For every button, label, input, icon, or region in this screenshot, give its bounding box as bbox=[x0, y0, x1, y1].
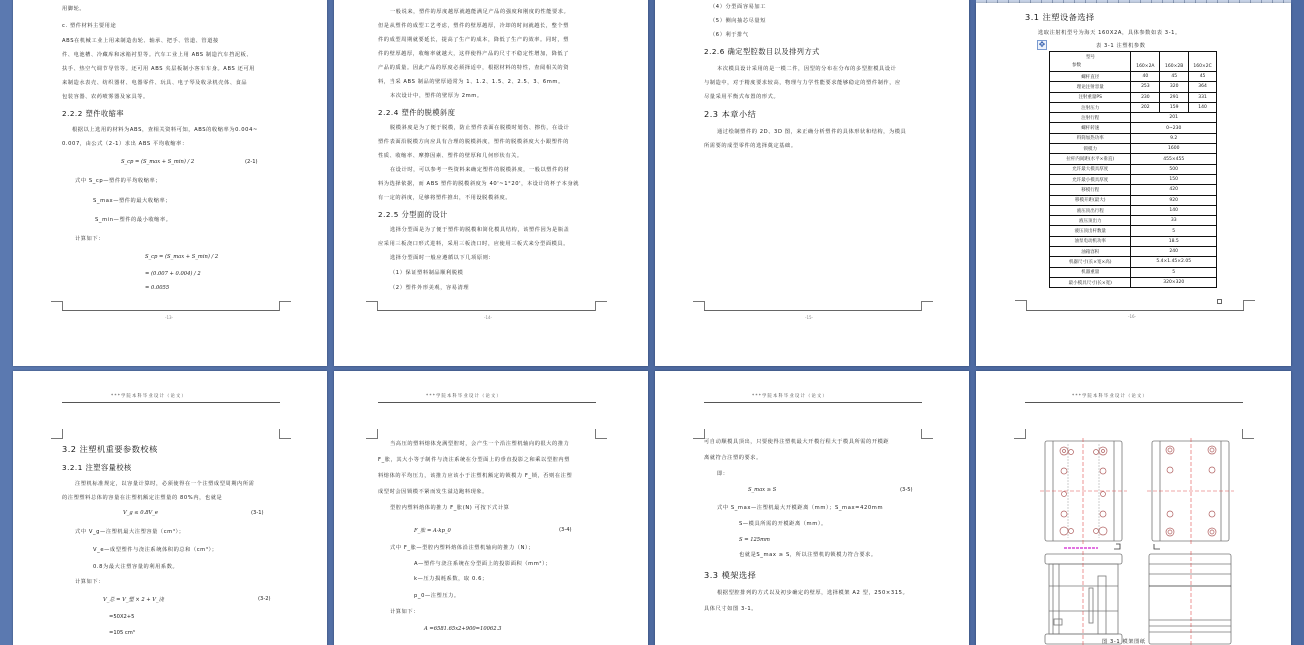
table-move-handle[interactable]: ✥ bbox=[1038, 40, 1046, 49]
text-line: 本次设计中，塑件的壁厚为 2mm。 bbox=[390, 93, 483, 99]
table-cell: 锁模力 bbox=[1050, 144, 1131, 154]
footer-line bbox=[1026, 310, 1244, 311]
table-cell: 注射行程 bbox=[1050, 113, 1131, 123]
text-line: 即： bbox=[717, 471, 729, 477]
list-item: （4）分型面容易加工 bbox=[710, 4, 766, 10]
margin-corner bbox=[366, 429, 378, 439]
section-heading: 3.1 注塑设备选择 bbox=[1025, 12, 1095, 22]
table-cell: 料筒加热功率 bbox=[1050, 133, 1131, 143]
text-line: 选取注射机型号为海天 160X2A，具体参数如表 3-1。 bbox=[1038, 30, 1181, 36]
formula: S_max ≥ S bbox=[748, 487, 777, 493]
calc-label: 计算如下： bbox=[75, 579, 104, 585]
margin-corner bbox=[1015, 300, 1027, 310]
section-heading: 2.2.2 塑件收缩率 bbox=[62, 109, 125, 118]
page-number: -15- bbox=[805, 315, 813, 320]
table-cell: 5 bbox=[1131, 226, 1217, 236]
list-item: （1）保证塑料制品顺利脱模 bbox=[390, 270, 464, 276]
table-cell: 机器重量 bbox=[1050, 267, 1131, 277]
document-page-19 bbox=[655, 371, 969, 645]
formula-number: (3-2) bbox=[258, 596, 271, 602]
injection-machine-spec-table bbox=[1049, 51, 1217, 288]
table-cell: 5.4×1.45×2.05 bbox=[1131, 257, 1217, 267]
mold-base-drawing bbox=[1036, 436, 1246, 645]
calc-line: =50X2+5 bbox=[109, 614, 135, 620]
table-caption: 表 3-1 注塑机参数 bbox=[1096, 43, 1146, 49]
table-header-cell: 160×2A bbox=[1131, 52, 1160, 72]
header-line bbox=[378, 402, 596, 403]
section-heading: 2.2.5 分型面的设计 bbox=[378, 210, 448, 219]
text-line: 塑件表面沿脱模方向应具有合理的脱模斜度，塑件的脱模斜度大小跟塑件的 bbox=[378, 139, 569, 145]
table-cell: 9.2 bbox=[1131, 133, 1217, 143]
text-line: 可自动顺模具顶出，只要使得注塑机最大开模行程大于模具所需的开模距 bbox=[704, 439, 890, 445]
document-page-15 bbox=[655, 0, 969, 366]
definition: S_max—塑件的最大收缩率； bbox=[93, 198, 172, 204]
calc-line: A =6581.65x2+900=10062.3 bbox=[424, 626, 502, 632]
margin-corner bbox=[595, 301, 607, 311]
document-page-20 bbox=[976, 371, 1291, 645]
formula: S_cp = (S_max + S_min) / 2 bbox=[121, 159, 195, 165]
table-row bbox=[1050, 123, 1217, 133]
calc-line: S_cp = (S_max + S_min) / 2 bbox=[145, 254, 219, 260]
table-row bbox=[1050, 133, 1217, 143]
table-cell: 18.5 bbox=[1131, 236, 1217, 246]
table-row bbox=[1050, 257, 1217, 267]
text-line: 所需要的成型零件的选择奠定基础。 bbox=[704, 143, 797, 149]
table-row bbox=[1050, 205, 1217, 215]
formula-number: (3-4) bbox=[559, 527, 572, 533]
document-page-16 bbox=[976, 3, 1291, 366]
calc-line: = (0.007 + 0.004) / 2 bbox=[145, 271, 201, 277]
table-cell: 240 bbox=[1131, 247, 1217, 257]
table-cell: 移模开距(最大) bbox=[1050, 195, 1131, 205]
table-row bbox=[1050, 92, 1217, 102]
table-cell: 45 bbox=[1160, 72, 1189, 82]
definition: 式中 V_g—注塑机最大注塑容量（cm³）； bbox=[75, 529, 185, 535]
text-line: ABS在机械工业上用来制造齿轮、轴承、把手、管道、管道接 bbox=[62, 38, 219, 44]
section-heading: 2.2.6 确定型腔数目以及排列方式 bbox=[704, 47, 820, 56]
table-cell: 注射重量PS bbox=[1050, 92, 1131, 102]
margin-corner bbox=[1014, 429, 1026, 439]
text-line: 0.007，由公式（2-1）求出 ABS 平均收缩率： bbox=[62, 141, 188, 147]
header-line bbox=[62, 402, 280, 403]
table-cell: 油泵电动机功率 bbox=[1050, 236, 1131, 246]
text-line: 通过绘制塑件的 2D、3D 图，来正确分析塑件的具体形状和结构，为模具 bbox=[717, 129, 907, 135]
margin-corner bbox=[693, 429, 705, 439]
margin-corner bbox=[1243, 300, 1255, 310]
text-line: 选择分型面时一般应遵循以下几项原则： bbox=[390, 255, 495, 261]
table-cell: 201 bbox=[1131, 113, 1217, 123]
table-cell: 455×455 bbox=[1131, 154, 1217, 164]
formula-number: (3-1) bbox=[251, 510, 264, 516]
list-item: （2）塑件外形美观，容易清理 bbox=[390, 285, 470, 291]
definition: 也就是S_max ≥ S，所以注塑机的锁模力符合要求。 bbox=[739, 552, 877, 558]
table-cell: 允许最小模具厚度 bbox=[1050, 174, 1131, 184]
table-cell: 允许最大模具厚度 bbox=[1050, 164, 1131, 174]
text-line: 用脚轮。 bbox=[62, 6, 86, 12]
table-row bbox=[1050, 216, 1217, 226]
page-header: ***学院本科毕业设计（论文） bbox=[426, 394, 503, 399]
table-row bbox=[1050, 82, 1217, 92]
table-cell: 拉杆内间距(水平×垂直) bbox=[1050, 154, 1131, 164]
definition: S_min—塑件的最小收缩率。 bbox=[95, 217, 172, 223]
definition: p_0—注塑压力。 bbox=[414, 593, 460, 599]
table-cell: 202 bbox=[1131, 102, 1160, 112]
margin-corner bbox=[279, 429, 291, 439]
definition: k—压力损耗系数，取 0.6； bbox=[414, 576, 488, 582]
text-line: 选择分型面是为了便于塑件的脱模和简化模具结构，该塑件因为是瓶盖 bbox=[390, 227, 570, 233]
table-row bbox=[1050, 247, 1217, 257]
section-heading: 2.3 本章小结 bbox=[704, 109, 757, 119]
table-cell: 理论注射容量 bbox=[1050, 82, 1131, 92]
document-page-18 bbox=[334, 371, 648, 645]
table-cell: 45 bbox=[1189, 72, 1217, 82]
definition: 式中 F_胀—型腔内塑料熔体沿注塑机轴向的推力（N）； bbox=[390, 545, 535, 551]
definition: V_e—成型塑件与浇注系统体积的总和（cm³）； bbox=[93, 547, 218, 553]
table-cell: 140 bbox=[1189, 102, 1217, 112]
calc-label: 计算如下： bbox=[390, 609, 419, 615]
section-heading: 3.2 注塑机重要参数校核 bbox=[62, 444, 158, 454]
table-cell: 0~230 bbox=[1131, 123, 1217, 133]
definition: 式中 S_cp—塑件的平均收缩率； bbox=[75, 178, 162, 184]
text-line: 本次模具设计采用的是一模二件，因型的分布在分布的多型腔模具设计 bbox=[717, 66, 897, 72]
text-line: 包装容器、农药喷雾器及家具等。 bbox=[62, 94, 149, 100]
table-row bbox=[1050, 113, 1217, 123]
text-line: 的注塑塑料总体的容量在注塑机额定注塑量的 80%内，也就是 bbox=[62, 495, 223, 501]
text-line: 性质、收缩率、摩擦因素、塑件的壁厚和几何形状有关。 bbox=[378, 153, 523, 159]
text-line: 根据以上选用的材料为ABS，查相关资料可知，ABS的收缩率为0.004~ bbox=[72, 127, 258, 133]
text-line: 件的壁厚越厚，收缩率就越大，这样使得产品的尺寸不稳定性增加，降低了 bbox=[378, 51, 569, 57]
page-header: ***学院本科毕业设计（论文） bbox=[111, 394, 188, 399]
document-page-13 bbox=[13, 0, 327, 366]
table-row bbox=[1050, 195, 1217, 205]
table-row bbox=[1050, 277, 1217, 287]
figure-caption: 图 3-1 模架图纸 bbox=[1102, 639, 1146, 645]
table-header-cell: 160×2B bbox=[1160, 52, 1189, 72]
table-resize-handle[interactable] bbox=[1217, 299, 1222, 304]
table-row bbox=[1050, 164, 1217, 174]
text-line: c. 塑件材料主要用途 bbox=[62, 23, 117, 29]
list-item: （6）利于排气 bbox=[710, 32, 749, 38]
footer-line bbox=[62, 310, 280, 311]
text-line: 与制造中，对于精度要求较高，物理与力学性能要求能够稳定的塑件制作，应 bbox=[704, 80, 901, 86]
definition: S = 125mm bbox=[739, 537, 770, 543]
margin-corner bbox=[51, 429, 63, 439]
footer-line bbox=[377, 310, 596, 311]
table-row bbox=[1050, 144, 1217, 154]
formula-number: (3-5) bbox=[900, 487, 913, 493]
table-cell: 331 bbox=[1189, 92, 1217, 102]
formula-number: (2-1) bbox=[245, 159, 258, 165]
table-cell: 5 bbox=[1131, 267, 1217, 277]
table-cell: 油箱容积 bbox=[1050, 247, 1131, 257]
table-row bbox=[1050, 236, 1217, 246]
definition: 式中 S_max—注塑机最大开模距离（mm）；S_max=420mm bbox=[717, 505, 884, 511]
margin-corner bbox=[595, 429, 607, 439]
text-line: 料熔体的平均压力，该推力应该小于注塑机额定的锁模力 F_锁，否则在注塑 bbox=[378, 473, 573, 479]
margin-corner bbox=[279, 301, 291, 311]
text-line: 具体尺寸如图 3-1。 bbox=[704, 606, 758, 612]
text-line: 离就符合注塑的要求。 bbox=[704, 455, 762, 461]
text-line: 有一定的斜度，足够将塑件推出，不用设脱模斜度。 bbox=[378, 195, 512, 201]
text-line: 成型时会因锁模不紧而发生溢边跑料现象。 bbox=[378, 489, 488, 495]
formula: F_胀 = A·kp_0 bbox=[414, 528, 451, 534]
formula: V_g ≤ 0.8V_e bbox=[123, 510, 158, 516]
text-line: 注塑机标准规定，以容量计算时，必须使得在一个注塑成型周期内所需 bbox=[75, 481, 255, 487]
table-row bbox=[1050, 267, 1217, 277]
table-cell: 320×320 bbox=[1131, 277, 1217, 287]
table-cell: 364 bbox=[1189, 82, 1217, 92]
text-line: 当高压的塑料熔体充满型腔时，会产生一个沿注塑机轴向的很大的推力 bbox=[390, 441, 570, 447]
page-header: ***学院本科毕业设计（论文） bbox=[1072, 394, 1149, 399]
formula: V_总 = V_塑 × 2 + V_浇 bbox=[103, 597, 164, 603]
text-line: F_胀，其大小等于制件与浇注系统在分型面上的垂直投影之和乘以型腔内塑 bbox=[378, 457, 570, 463]
table-cell: 920 bbox=[1131, 195, 1217, 205]
table-cell: 液压顶出杆数量 bbox=[1050, 226, 1131, 236]
table-cell: 40 bbox=[1131, 72, 1160, 82]
table-cell: 320 bbox=[1160, 82, 1189, 92]
margin-corner bbox=[921, 301, 933, 311]
table-row bbox=[1050, 185, 1217, 195]
text-line: 型腔内塑料熔体的推力 F_胀(N) 可按下式计算 bbox=[390, 505, 510, 511]
list-item: （5）侧向抽芯尽量短 bbox=[710, 18, 766, 24]
text-line: 来制造水表壳、纺织器材、电器零件、玩具、电子琴及收录机壳体、食品 bbox=[62, 80, 248, 86]
table-cell: 420 bbox=[1131, 185, 1217, 195]
header-line bbox=[704, 402, 922, 403]
section-heading: 3.2.1 注塑容量校核 bbox=[62, 463, 132, 472]
text-line: 料为选择依据，而 ABS 塑件的脱模斜度为 40'~1°20'，本设计的杯子本身就 bbox=[378, 181, 580, 187]
table-cell: 253 bbox=[1131, 82, 1160, 92]
table-cell: 最小模具尺寸(长×宽) bbox=[1050, 277, 1131, 287]
table-cell: 注射压力 bbox=[1050, 102, 1131, 112]
table-cell: 1600 bbox=[1131, 144, 1217, 154]
table-cell: 机器尺寸(长×宽×高) bbox=[1050, 257, 1131, 267]
calc-line: = 0.0055 bbox=[145, 285, 170, 291]
text-line: 料，当采 ABS 制品的壁厚通常为 1、1.2、1.5、2、2.5、3、6mm。 bbox=[378, 79, 564, 85]
table-cell: 230 bbox=[1131, 92, 1160, 102]
table-cell: 液压顶出力 bbox=[1050, 216, 1131, 226]
table-row bbox=[1050, 102, 1217, 112]
section-heading: 2.2.4 塑件的脱模斜度 bbox=[378, 108, 456, 117]
text-line: 件的成型周期就要延长，提高了生产的成本，降低了生产的效率。同时，塑 bbox=[378, 37, 569, 43]
table-cell: 291 bbox=[1160, 92, 1189, 102]
document-page-17 bbox=[13, 371, 327, 645]
table-cell: 150 bbox=[1131, 174, 1217, 184]
definition: 0.8为最大注塑容量的利用系数。 bbox=[93, 564, 179, 570]
definition: S—模具所需的开模距离（mm）。 bbox=[739, 521, 827, 527]
table-cell: 140 bbox=[1131, 205, 1217, 215]
table-header-cell: 型号 参数 bbox=[1050, 52, 1131, 72]
margin-corner bbox=[921, 429, 933, 439]
text-line: 一般说来，塑件的厚度越厚就越能满足产品的强度和刚度的性能要求。 bbox=[390, 9, 570, 15]
header-line bbox=[1025, 402, 1243, 403]
table-cell: 500 bbox=[1131, 164, 1217, 174]
section-heading: 3.3 模架选择 bbox=[704, 570, 757, 580]
table-row bbox=[1050, 154, 1217, 164]
definition: A—塑件与浇注系统在分型面上的投影面积（mm²）； bbox=[414, 561, 552, 567]
text-line: 应采用三板浇口形式进料，采用三板浇口时，应使用三板式来分型面模具。 bbox=[378, 241, 569, 247]
table-cell: 螺杆直径 bbox=[1050, 72, 1131, 82]
document-page-14 bbox=[334, 0, 648, 366]
table-row bbox=[1050, 174, 1217, 184]
table-cell: 移模行程 bbox=[1050, 185, 1131, 195]
page-header: ***学院本科毕业设计（论文） bbox=[752, 394, 829, 399]
text-line: 在设计时，可以参考一些资料来确定塑件的脱模斜度，一般以塑件的材 bbox=[390, 167, 570, 173]
text-line: 扶手、热空气调节导管等。还可用 ABS 夹层板制小客车车身。ABS 还可用 bbox=[62, 66, 256, 72]
text-line: 但是从塑件的成型工艺考虑，塑件的壁厚越厚，冷却的时间就越长，整个塑 bbox=[378, 23, 569, 29]
table-cell: 螺杆转速 bbox=[1050, 123, 1131, 133]
text-line: 件、电池槽、冷藏库和冰箱衬里等。汽车工业上用 ABS 制造汽车挡泥板、 bbox=[62, 52, 253, 58]
footer-line bbox=[704, 310, 922, 311]
text-line: 根据型腔排列的方式以及初步确定的壁厚，选择模架 A2 型，250×315。 bbox=[717, 590, 909, 596]
page-number: -13- bbox=[165, 315, 173, 320]
text-line: 尽量采用平衡式布置的形式。 bbox=[704, 94, 780, 100]
text-line: 脱模斜度是为了便于脱模，防止塑件表面在脱模时划伤、擦伤，在设计 bbox=[390, 125, 570, 131]
table-header-cell: 160×2C bbox=[1189, 52, 1217, 72]
table-cell: 液压顶出行程 bbox=[1050, 205, 1131, 215]
table-row bbox=[1050, 72, 1217, 82]
page-number: -16- bbox=[1128, 314, 1136, 319]
table-cell: 159 bbox=[1160, 102, 1189, 112]
table-row bbox=[1050, 226, 1217, 236]
text-line: 产品的质量。因此产品的厚度必须择适中，根据材料的特性，查阅相关的资 bbox=[378, 65, 569, 71]
page-number: -14- bbox=[484, 315, 492, 320]
calc-line: =105 cm³ bbox=[109, 630, 135, 636]
calc-label: 计算如下： bbox=[75, 236, 104, 242]
table-cell: 33 bbox=[1131, 216, 1217, 226]
